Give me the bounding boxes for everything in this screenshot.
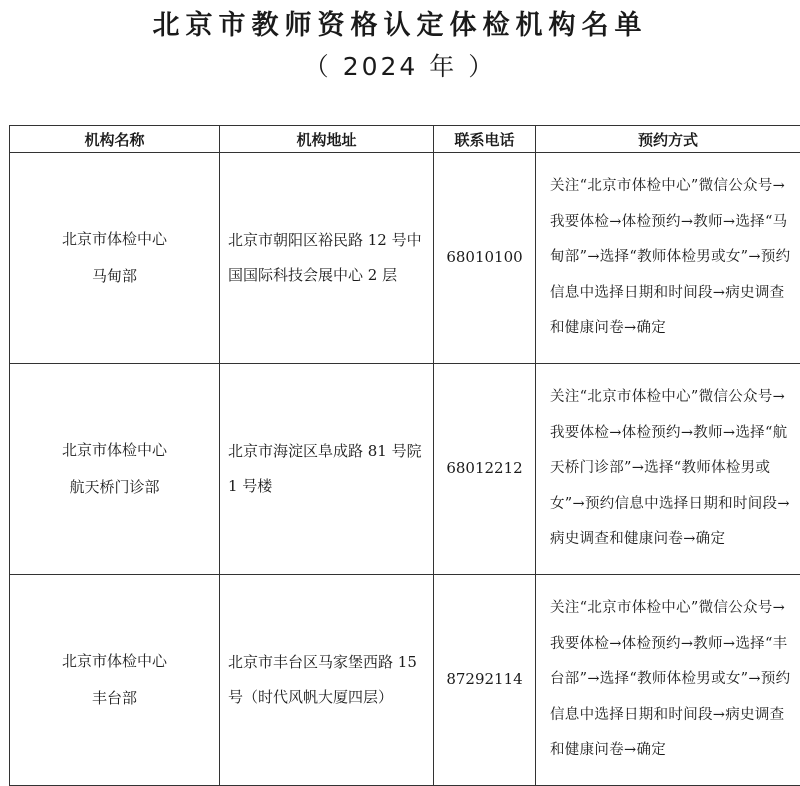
- appointment-method: 关注“北京市体检中心”微信公众号→我要体检→体检预约→教师→选择“丰台部”→选择“教师体检男或女”→预约信息中选择日期和时间段→病史调查和健康问卷→确定: [536, 575, 800, 786]
- page-subtitle-year: （ 2024 年 ）: [0, 48, 800, 86]
- institution-name: 北京市体检中心: [10, 432, 219, 469]
- institution-branch: 马甸部: [10, 258, 219, 295]
- institution-branch: 丰台部: [10, 680, 219, 717]
- table-row: [10, 575, 800, 786]
- institution-address: 北京市朝阳区裕民路 12 号中国国际科技会展中心 2 层: [220, 153, 434, 364]
- contact-phone: 68012212: [434, 364, 536, 575]
- table-row: [10, 153, 800, 364]
- institution-address: 北京市海淀区阜成路 81 号院 1 号楼: [220, 364, 434, 575]
- institution-table: [9, 125, 800, 786]
- institution-address: 北京市丰台区马家堡西路 15 号（时代风帆大厦四层）: [220, 575, 434, 786]
- header-contact-phone: 联系电话: [434, 126, 536, 153]
- institution-name-cell: [10, 575, 220, 786]
- institution-branch: 航天桥门诊部: [10, 469, 219, 506]
- institution-name: 北京市体检中心: [10, 643, 219, 680]
- institution-name-cell: [10, 153, 220, 364]
- institution-name-cell: [10, 364, 220, 575]
- contact-phone: 87292114: [434, 575, 536, 786]
- header-institution-address: 机构地址: [220, 126, 434, 153]
- appointment-method: 关注“北京市体检中心”微信公众号→我要体检→体检预约→教师→选择“马甸部”→选择“教师体检男或女”→预约信息中选择日期和时间段→病史调查和健康问卷→确定: [536, 153, 800, 364]
- header-institution-name: 机构名称: [10, 126, 220, 153]
- institution-name: 北京市体检中心: [10, 221, 219, 258]
- table-header-row: [10, 126, 800, 153]
- table-row: [10, 364, 800, 575]
- page-title: 北京市教师资格认定体检机构名单: [0, 6, 800, 46]
- appointment-method: 关注“北京市体检中心”微信公众号→我要体检→体检预约→教师→选择“航天桥门诊部”→选择“教师体检男或女”→预约信息中选择日期和时间段→病史调查和健康问卷→确定: [536, 364, 800, 575]
- header-appointment-method: 预约方式: [536, 126, 800, 153]
- contact-phone: 68010100: [434, 153, 536, 364]
